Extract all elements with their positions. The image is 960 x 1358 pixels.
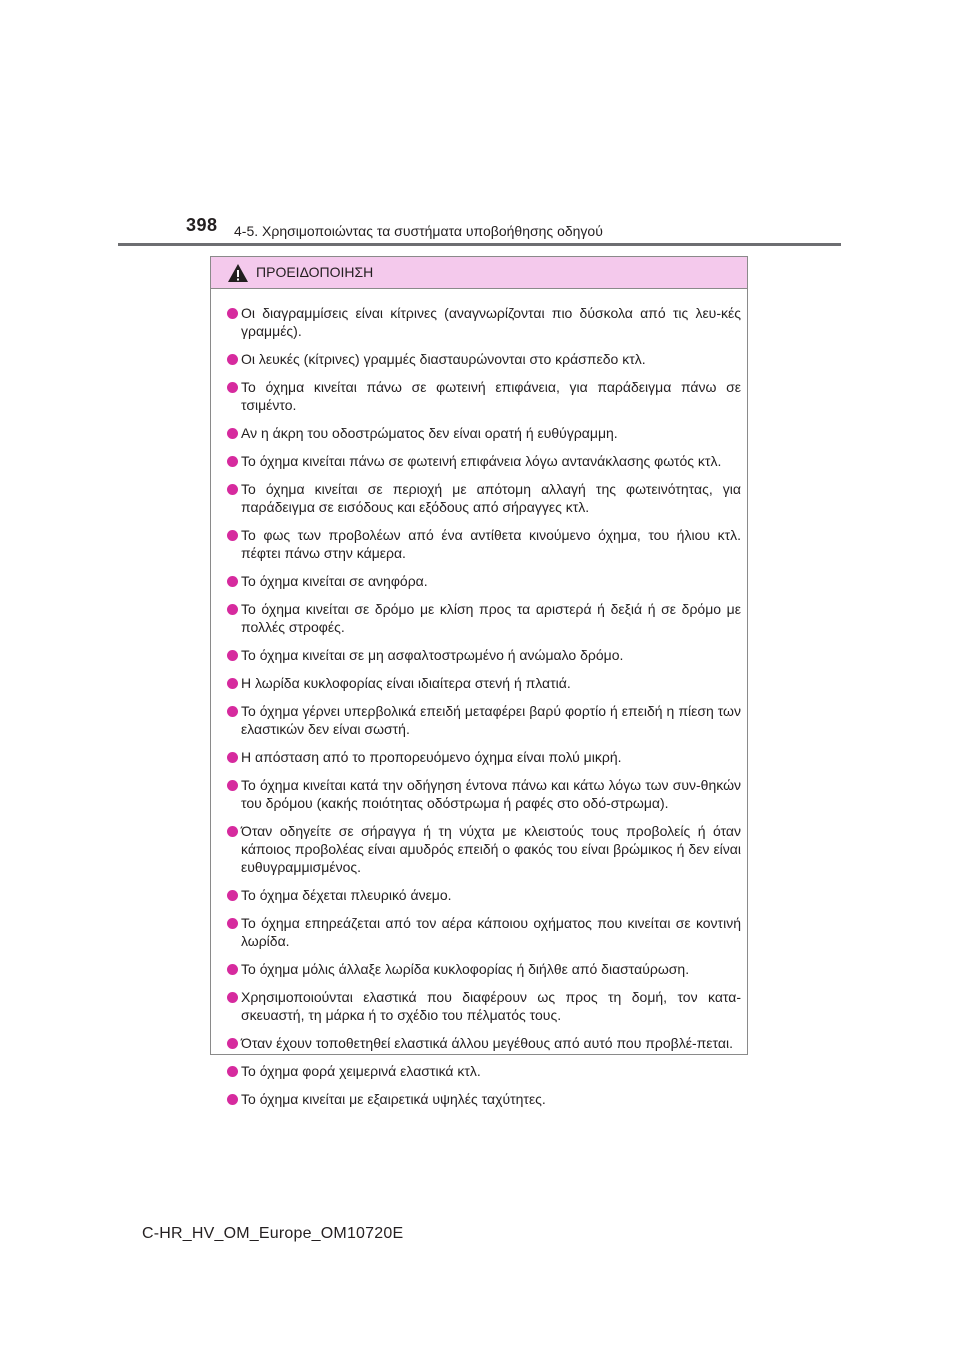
bullet-icon: [227, 1038, 238, 1049]
bullet-icon: [227, 964, 238, 975]
warning-item-text: Οι διαγραμμίσεις είναι κίτρινες (αναγνωρίζονται πιο δύσκολα από τις λευ-κές γραμμές).: [241, 305, 741, 339]
warning-item: [227, 350, 741, 368]
warning-item-text: Το όχημα κινείται πάνω σε φωτεινή επιφάνεια λόγω αντανάκλασης φωτός κτλ.: [241, 453, 722, 469]
warning-item: [227, 674, 741, 692]
warning-item: [227, 480, 741, 516]
warning-item: [227, 646, 741, 664]
warning-item: [227, 304, 741, 340]
warning-item: [227, 748, 741, 766]
warning-item: [227, 600, 741, 636]
warning-item: [227, 378, 741, 414]
warning-item-text: Η λωρίδα κυκλοφορίας είναι ιδιαίτερα στενή ή πλατιά.: [241, 675, 571, 691]
bullet-icon: [227, 890, 238, 901]
warning-item-text: Το όχημα επηρεάζεται από τον αέρα κάποιου οχήματος που κινείται σε κοντινή λωρίδα.: [241, 915, 741, 949]
warning-item-text: Όταν έχουν τοποθετηθεί ελαστικά άλλου μεγέθους από αυτό που προβλέ-πεται.: [241, 1035, 733, 1051]
footer-doc-id: C-HR_HV_OM_Europe_OM10720E: [142, 1225, 404, 1242]
bullet-icon: [227, 650, 238, 661]
warning-item: [227, 526, 741, 562]
bullet-icon: [227, 576, 238, 587]
warning-item-text: Το όχημα κινείται πάνω σε φωτεινή επιφάνεια, για παράδειγμα πάνω σε τσιμέντο.: [241, 379, 741, 413]
warning-title: ΠΡΟΕΙΔΟΠΟΙΗΣΗ: [256, 264, 374, 280]
bullet-icon: [227, 456, 238, 467]
warning-triangle-icon: [227, 263, 249, 283]
bullet-icon: [227, 530, 238, 541]
header-rule: [118, 243, 841, 246]
page-number: 398: [186, 215, 218, 235]
bullet-icon: [227, 354, 238, 365]
bullet-icon: [227, 706, 238, 717]
warning-item-text: Όταν οδηγείτε σε σήραγγα ή τη νύχτα με κλειστούς τους προβολείς ή όταν κάποιος προβολέας είναι αμυδρός επειδή ο φακός του είναι βρώμικος ή δεν είναι ευθυγραμμισμένος.: [241, 823, 741, 875]
bullet-icon: [227, 918, 238, 929]
warning-item-text: Το όχημα κινείται κατά την οδήγηση έντονα πάνω και κάτω λόγω των συν-θηκών του δρόμου (κακής ποιότητας οδόστρωμα ή ραφές στο οδό-στρωμα).: [241, 777, 741, 811]
bullet-icon: [227, 308, 238, 319]
warning-item: [227, 914, 741, 950]
warning-item-text: Το όχημα κινείται σε ανηφόρα.: [241, 573, 428, 589]
warning-header: [211, 257, 747, 289]
bullet-icon: [227, 1094, 238, 1105]
warning-item: [227, 452, 741, 470]
bullet-icon: [227, 1066, 238, 1077]
warning-item-text: Η απόσταση από το προπορευόμενο όχημα είναι πολύ μικρή.: [241, 749, 622, 765]
warning-item: [227, 1090, 741, 1108]
warning-item-text: Το φως των προβολέων από ένα αντίθετα κινούμενο όχημα, του ήλιου κτλ. πέφτει πάνω στην κάμερα.: [241, 527, 741, 561]
warning-item-text: Το όχημα δέχεται πλευρικό άνεμο.: [241, 887, 452, 903]
warning-item-text: Οι λευκές (κίτρινες) γραμμές διασταυρώνονται στο κράσπεδο κτλ.: [241, 351, 646, 367]
warning-item-text: Αν η άκρη του οδοστρώματος δεν είναι ορατή ή ευθύγραμμη.: [241, 425, 618, 441]
warning-item-text: Το όχημα κινείται σε δρόμο με κλίση προς τα αριστερά ή δεξιά ή σε δρόμο με πολλές στροφές.: [241, 601, 741, 635]
warning-item: [227, 1062, 741, 1080]
warning-item-text: Το όχημα κινείται σε περιοχή με απότομη αλλαγή της φωτεινότητας, για παράδειγμα σε εισόδους και εξόδους από σήραγγες κτλ.: [241, 481, 741, 515]
bullet-icon: [227, 992, 238, 1003]
warning-item: [227, 776, 741, 812]
bullet-icon: [227, 826, 238, 837]
bullet-icon: [227, 604, 238, 615]
bullet-icon: [227, 678, 238, 689]
warning-item: [227, 886, 741, 904]
warning-item-text: Το όχημα μόλις άλλαξε λωρίδα κυκλοφορίας ή διήλθε από διασταύρωση.: [241, 961, 690, 977]
warning-item: [227, 572, 741, 590]
warning-item: [227, 960, 741, 978]
warning-item-text: Το όχημα κινείται με εξαιρετικά υψηλές ταχύτητες.: [241, 1091, 546, 1107]
bullet-icon: [227, 780, 238, 791]
section-title: 4-5. Χρησιμοποιώντας τα συστήματα υποβοήθησης οδηγού: [234, 223, 603, 239]
warning-box: [210, 256, 748, 1107]
bullet-icon: [227, 428, 238, 439]
warning-list: [211, 289, 747, 1108]
warning-item: [227, 822, 741, 876]
warning-item: [227, 424, 741, 442]
warning-item-text: Το όχημα γέρνει υπερβολικά επειδή μεταφέρει βαρύ φορτίο ή επειδή η πίεση των ελαστικών δεν είναι σωστή.: [241, 703, 741, 737]
warning-item: [227, 702, 741, 738]
warning-item-text: Χρησιμοποιούνται ελαστικά που διαφέρουν ως προς τη δομή, τον κατα-σκευαστή, τη μάρκα ή το σχέδιο του πέλματός τους.: [241, 989, 741, 1023]
warning-item-text: Το όχημα φορά χειμερινά ελαστικά κτλ.: [241, 1063, 481, 1079]
bullet-icon: [227, 382, 238, 393]
warning-item: [227, 988, 741, 1024]
warning-item: [227, 1034, 741, 1052]
bullet-icon: [227, 484, 238, 495]
bullet-icon: [227, 752, 238, 763]
warning-item-text: Το όχημα κινείται σε μη ασφαλτοστρωμένο ή ανώμαλο δρόμο.: [241, 647, 624, 663]
